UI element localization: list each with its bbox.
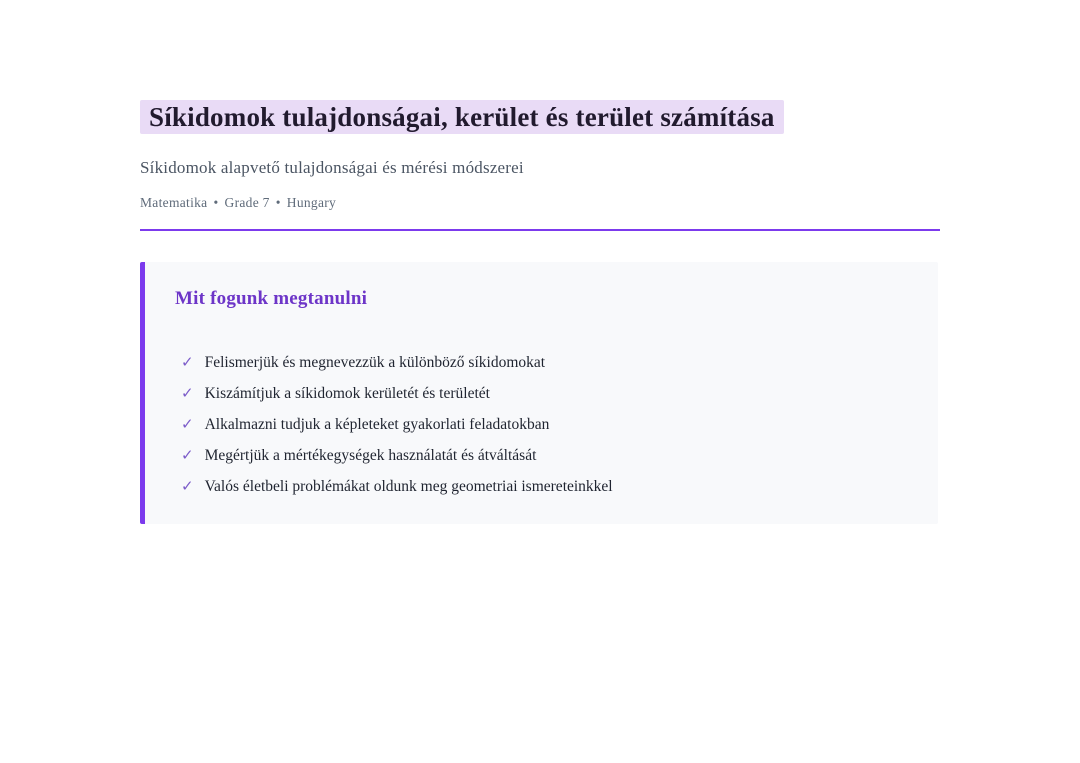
meta-separator: • (275, 195, 281, 210)
objectives-list (175, 353, 908, 508)
meta-grade: Grade 7 (224, 195, 270, 210)
objective-text: Kiszámítjuk a síkidomok kerületét és területét (204, 385, 490, 402)
accent-divider (140, 229, 940, 231)
page-title: Síkidomok tulajdonságai, kerület és terület számítása (140, 100, 784, 134)
objective-text: Valós életbeli problémákat oldunk meg geometriai ismereteinkkel (204, 478, 613, 495)
check-icon: ✓ (181, 386, 194, 402)
lesson-meta (140, 195, 940, 211)
objective-text: Alkalmazni tudjuk a képleteket gyakorlati feladatokban (204, 416, 550, 433)
check-icon: ✓ (181, 417, 194, 433)
check-icon: ✓ (181, 479, 194, 495)
learning-objectives-card (140, 262, 938, 524)
meta-separator: • (213, 195, 219, 210)
lesson-page (140, 0, 940, 524)
objective-text: Felismerjük és megnevezzük a különböző síkidomokat (204, 354, 546, 371)
objective-text: Megértjük a mértékegységek használatát és átváltását (204, 447, 537, 464)
meta-country: Hungary (286, 195, 337, 210)
check-icon: ✓ (181, 355, 194, 371)
list-item (181, 446, 908, 477)
learning-card-title: Mit fogunk megtanulni (175, 288, 368, 309)
page-subtitle: Síkidomok alapvető tulajdonságai és mérési módszerei (140, 158, 524, 177)
list-item (181, 415, 908, 446)
list-item (181, 384, 908, 415)
list-item (181, 477, 908, 508)
meta-subject: Matematika (140, 195, 208, 210)
check-icon: ✓ (181, 448, 194, 464)
list-item (181, 353, 908, 384)
